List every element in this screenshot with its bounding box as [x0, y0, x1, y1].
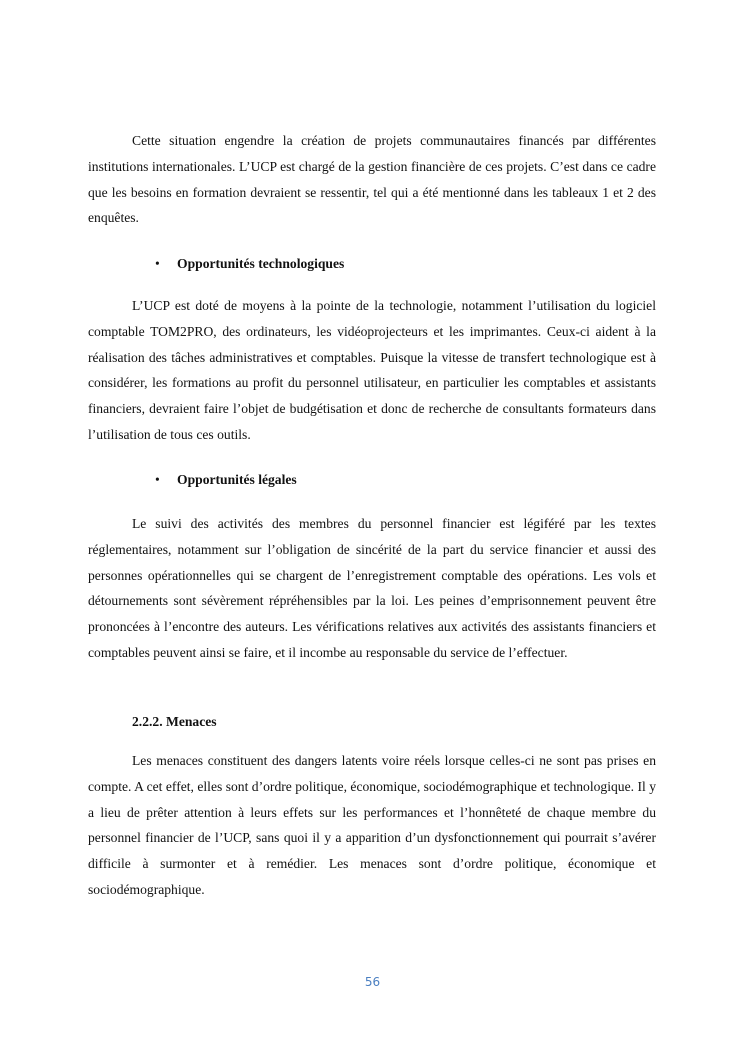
- bullet-label: Opportunités légales: [177, 472, 297, 487]
- bullet-label: Opportunités technologiques: [177, 256, 345, 271]
- bullet-marker-icon: •: [155, 256, 160, 271]
- bullet-opportunites-technologiques: [155, 254, 344, 274]
- paragraph-intro: Cette situation engendre la création de projets communautaires financés par différentes institutions internationales. L’UCP est chargé de la gestion financière de ces projets. C’est dans ce cadre que les besoins en formation devraient se ressentir, tel qui a été mentionné dans les tableaux 1 et 2 des enquêtes.: [88, 133, 656, 226]
- page-number: 56: [364, 975, 381, 989]
- bullet-marker-icon: •: [155, 472, 160, 487]
- section-heading-menaces: 2.2.2. Menaces: [132, 714, 217, 729]
- paragraph-menaces: Les menaces constituent des dangers latents voire réels lorsque celles-ci ne sont pas prises en compte. A cet effet, elles sont d’ordre politique, économique, sociodémographique et technologique. Il y a lieu de prêter attention à leurs effets sur les performances et l’honnêteté de chaque membre du personnel financier de l’UCP, sans quoi il y a apparition d’un dysfonctionnement qui pourrait s’avérer difficile à surmonter et à remédier. Les menaces sont d’ordre politique, économique et sociodémographique.: [88, 753, 656, 897]
- paragraph-technologie: L’UCP est doté de moyens à la pointe de la technologie, notamment l’utilisation du logiciel comptable TOM2PRO, des ordinateurs, les vidéoprojecteurs et les imprimantes. Ceux-ci aident à la réalisation des tâches administratives et comptables. Puisque la vitesse de transfert technologique est à considérer, les formations au profit du personnel utilisateur, en particulier les comptables et assistants financiers, devraient faire l’objet de budgétisation et donc de recherche de consultants formateurs dans l’utilisation de tous ces outils.: [88, 298, 656, 442]
- paragraph-legales: Le suivi des activités des membres du personnel financier est légiféré par les textes réglementaires, notamment sur l’obligation de sincérité de la part du service financier et aussi des personnes opérationnelles qui se chargent de l’enregistrement comptable des opérations. Les vols et détournements sont sévèrement répréhensibles par la loi. Les peines d’emprisonnement peuvent être prononcées à l’encontre des auteurs. Les vérifications relatives aux activités des assistants financiers et comptables peuvent ainsi se faire, et il incombe au responsable du service de l’effectuer.: [88, 516, 656, 660]
- bullet-opportunites-legales: [155, 470, 297, 490]
